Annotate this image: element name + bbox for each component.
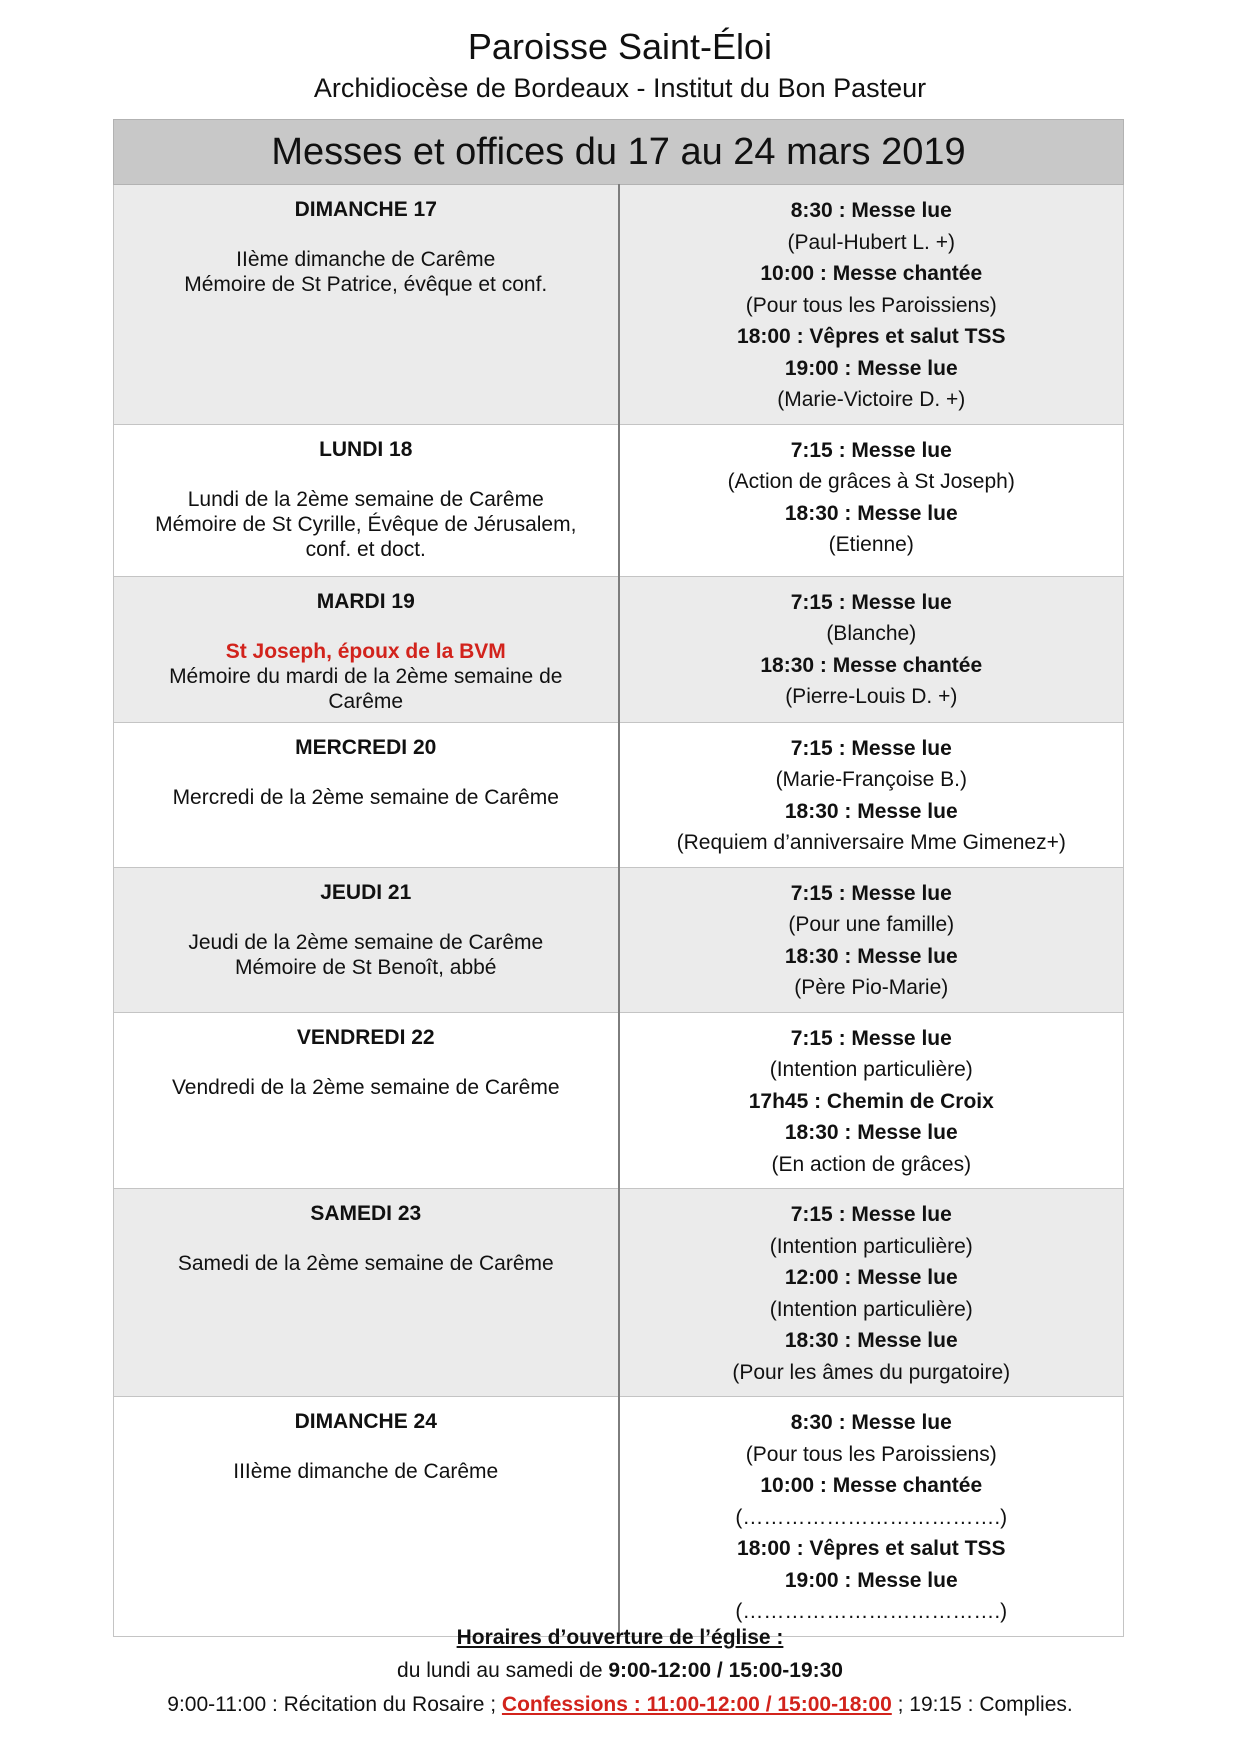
service-time: 7:15 : Messe lue xyxy=(790,590,952,614)
service-time: 8:30 : Messe lue xyxy=(790,1411,952,1434)
mass-intention: (Marie-Victoire D. +) xyxy=(777,388,966,411)
mass-intention: (Marie-Françoise B.) xyxy=(775,768,967,791)
day-name: JEUDI 21 xyxy=(320,880,412,904)
description-line: Lundi de la 2ème semaine de Carême xyxy=(187,487,544,511)
day-name: DIMANCHE 17 xyxy=(294,198,437,221)
mass-intention: (Pierre-Louis D. +) xyxy=(785,685,958,708)
description-line: Carême xyxy=(328,689,404,713)
day-info-cell xyxy=(114,576,619,722)
service-time: 19:00 : Messe lue xyxy=(784,1568,958,1592)
description-line: Jeudi de la 2ème semaine de Carême xyxy=(188,930,544,954)
day-info-cell xyxy=(114,867,619,1012)
compline-text: ; 19:15 : Complies. xyxy=(891,1693,1073,1716)
service-time: 7:15 : Messe lue xyxy=(790,736,952,760)
schedule-title: Messes et offices du 17 au 24 mars 2019 xyxy=(114,120,1124,185)
mass-intention: (En action de grâces) xyxy=(771,1152,972,1176)
services-cell xyxy=(619,1012,1124,1189)
liturgical-description xyxy=(130,785,602,810)
day-row xyxy=(114,867,1124,1012)
mass-intention: (Paul-Hubert L. +) xyxy=(787,230,955,254)
day-name: DIMANCHE 24 xyxy=(294,1410,437,1433)
mass-intention: (Action de grâces à St Joseph) xyxy=(727,470,1015,493)
day-name: MERCREDI 20 xyxy=(295,735,437,759)
service-time: 18:30 : Messe chantée xyxy=(760,653,983,677)
daily-offices-line xyxy=(0,1688,1240,1722)
day-name: MARDI 19 xyxy=(316,589,415,613)
services-cell xyxy=(619,722,1124,867)
mass-schedule-table xyxy=(113,119,1124,1637)
schedule-title-row xyxy=(114,120,1124,185)
day-info-cell xyxy=(114,722,619,867)
day-row xyxy=(114,424,1124,576)
mass-intention: (Intention particulière) xyxy=(769,1297,973,1321)
day-name: VENDREDI 22 xyxy=(296,1025,435,1049)
description-line: Mémoire de St Cyrille, Évêque de Jérusalem, xyxy=(155,512,577,536)
service-time: 10:00 : Messe chantée xyxy=(760,262,983,285)
day-info-cell xyxy=(114,185,619,425)
services-cell xyxy=(619,867,1124,1012)
mass-intention: (Blanche) xyxy=(826,622,917,645)
day-info-cell xyxy=(114,1189,619,1397)
mass-intention: (Pour les âmes du purgatoire) xyxy=(732,1360,1011,1384)
service-time: 8:30 : Messe lue xyxy=(790,199,952,222)
description-line: Samedi de la 2ème semaine de Carême xyxy=(177,1252,554,1275)
opening-hours xyxy=(0,1622,1240,1722)
day-info-cell xyxy=(114,1397,619,1637)
service-time: 18:30 : Messe lue xyxy=(784,1329,958,1352)
service-time: 12:00 : Messe lue xyxy=(784,1266,958,1289)
services-cell xyxy=(619,1189,1124,1397)
mass-intention: (Pour tous les Paroissiens) xyxy=(745,1442,997,1466)
hours-prefix: du lundi au samedi de xyxy=(397,1659,609,1682)
day-name: SAMEDI 23 xyxy=(310,1202,422,1225)
day-info-cell xyxy=(114,1012,619,1189)
day-row xyxy=(114,1012,1124,1189)
service-time: 19:00 : Messe lue xyxy=(784,356,958,380)
description-line: Mémoire du mardi de la 2ème semaine de xyxy=(169,664,563,688)
service-time: 10:00 : Messe chantée xyxy=(760,1474,983,1497)
services-cell xyxy=(619,185,1124,425)
service-time: 7:15 : Messe lue xyxy=(790,881,952,905)
description-line: IIème dimanche de Carême xyxy=(236,248,496,271)
service-time: 7:15 : Messe lue xyxy=(790,438,952,462)
hours-value: 9:00-12:00 / 15:00-19:30 xyxy=(608,1659,843,1682)
mass-intention: (……………………………….) xyxy=(735,1505,1008,1529)
service-time: 17h45 : Chemin de Croix xyxy=(748,1089,994,1113)
day-row xyxy=(114,185,1124,425)
services-cell xyxy=(619,576,1124,722)
mass-intention: (Etienne) xyxy=(828,533,914,556)
description-line: Mémoire de St Benoît, abbé xyxy=(235,955,497,979)
liturgical-description xyxy=(130,930,602,980)
description-line: Vendredi de la 2ème semaine de Carême xyxy=(171,1075,560,1099)
liturgical-description xyxy=(130,247,602,297)
page-header xyxy=(0,26,1240,105)
opening-hours-title: Horaires d’ouverture de l’église : xyxy=(456,1626,784,1649)
day-name: LUNDI 18 xyxy=(319,437,413,461)
diocese-line: Archidiocèse de Bordeaux - Institut du Bon Pasteur xyxy=(313,73,927,103)
description-line: IIIème dimanche de Carême xyxy=(233,1460,499,1483)
mass-intention: (Intention particulière) xyxy=(769,1234,973,1258)
day-row xyxy=(114,722,1124,867)
opening-hours-line xyxy=(0,1654,1240,1688)
mass-intention: (Pour tous les Paroissiens) xyxy=(745,293,997,317)
services-cell xyxy=(619,1397,1124,1637)
description-line: Mémoire de St Patrice, évêque et conf. xyxy=(184,273,548,296)
service-time: 18:30 : Messe lue xyxy=(784,944,958,968)
day-info-cell xyxy=(114,424,619,576)
day-row xyxy=(114,1189,1124,1397)
mass-intention: (Pour une famille) xyxy=(788,913,955,936)
liturgical-description xyxy=(130,1251,602,1276)
liturgical-description xyxy=(130,639,602,714)
mass-intention: (Requiem d’anniversaire Mme Gimenez+) xyxy=(676,831,1066,854)
service-time: 18:30 : Messe lue xyxy=(784,501,958,525)
day-row xyxy=(114,1397,1124,1637)
description-line: Mercredi de la 2ème semaine de Carême xyxy=(172,785,559,809)
confessions-times: Confessions : 11:00-12:00 / 15:00-18:00 xyxy=(501,1693,892,1716)
service-time: 18:30 : Messe lue xyxy=(784,799,958,823)
liturgical-description xyxy=(130,1075,602,1100)
mass-intention: (Intention particulière) xyxy=(769,1058,973,1081)
service-time: 7:15 : Messe lue xyxy=(790,1203,952,1226)
liturgical-description xyxy=(130,1459,602,1484)
mass-intention: (Père Pio-Marie) xyxy=(794,976,949,999)
mass-intention: (……………………………….) xyxy=(735,1600,1008,1623)
day-row xyxy=(114,576,1124,722)
service-time: 7:15 : Messe lue xyxy=(790,1026,952,1050)
services-cell xyxy=(619,424,1124,576)
parish-name: Paroisse Saint-Éloi xyxy=(467,26,773,67)
description-line: conf. et doct. xyxy=(305,537,426,561)
feast-title: St Joseph, époux de la BVM xyxy=(225,639,506,663)
rosary-text: 9:00-11:00 : Récitation du Rosaire ; xyxy=(167,1693,502,1716)
liturgical-description xyxy=(130,487,602,562)
service-time: 18:30 : Messe lue xyxy=(784,1121,958,1144)
service-time: 18:00 : Vêpres et salut TSS xyxy=(737,325,1006,348)
service-time: 18:00 : Vêpres et salut TSS xyxy=(737,1537,1006,1560)
